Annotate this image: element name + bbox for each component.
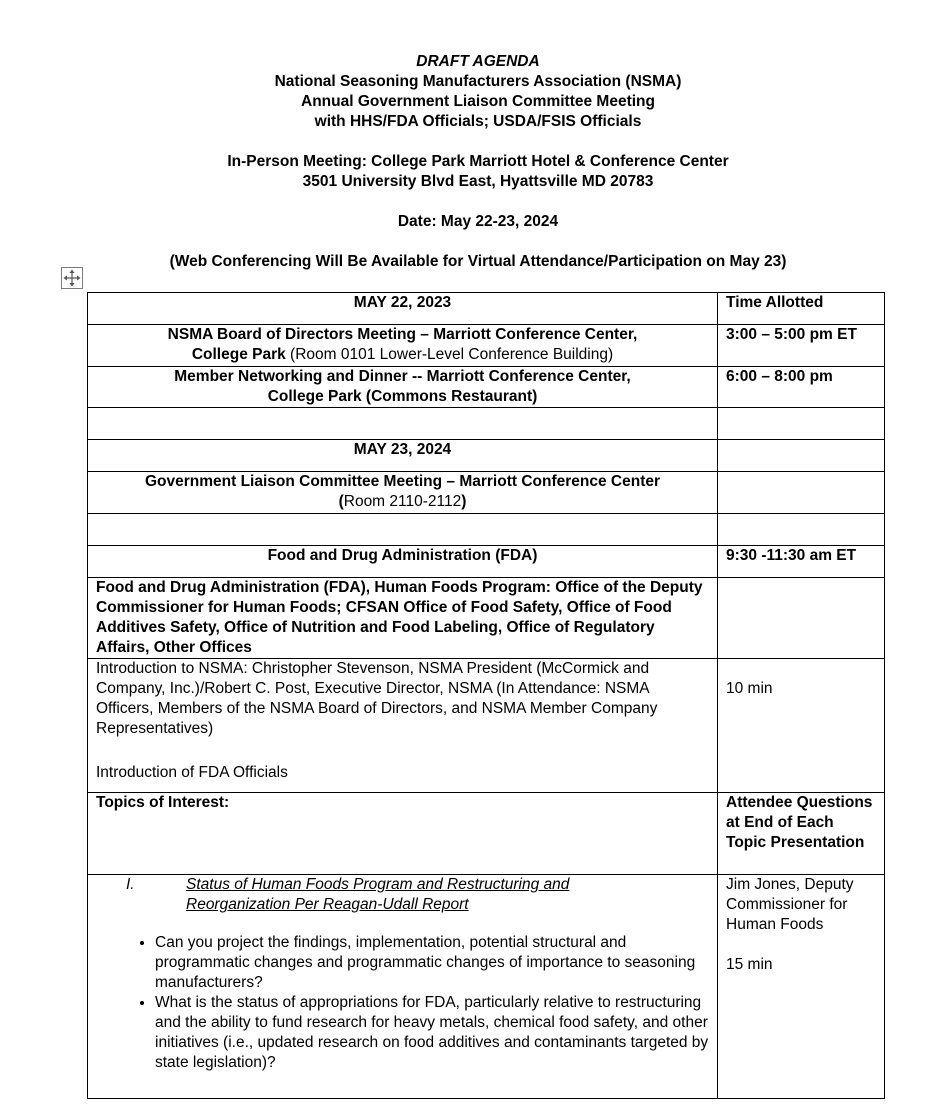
table-row — [88, 578, 885, 659]
fda-section-cell: Food and Drug Administration (FDA) — [88, 546, 718, 578]
topic-1-questions — [96, 933, 709, 1073]
date-line: Date: May 22-23, 2024 — [397, 213, 559, 230]
day1-date-cell: MAY 22, 2023 — [88, 293, 718, 325]
table-row — [88, 325, 885, 367]
association-name: National Seasoning Manufacturers Association (NSMA) — [274, 73, 682, 90]
fda-section-time: 9:30 -11:30 am ET — [718, 546, 885, 578]
topic-1-heading — [96, 875, 709, 915]
topic-1-duration: 15 min — [726, 956, 773, 973]
table-row — [88, 875, 885, 1099]
nsma-introduction: Introduction to NSMA: Christopher Stevenson, NSMA President (McCormick and Company, Inc.)/Robert C. Post, Executive Director, NSMA (In Attendance: NSMA Officers, Members of the NSMA Board of Directors, and NSMA Member Company Representatives) — [96, 660, 658, 737]
empty-cell — [718, 514, 885, 546]
topics-of-interest-label: Topics of Interest: — [88, 793, 718, 875]
board-meeting-time: 3:00 – 5:00 pm ET — [718, 325, 885, 367]
meeting-name: Annual Government Liaison Committee Meeting — [301, 93, 655, 110]
venue-line: In-Person Meeting: College Park Marriott Hotel & Conference Center — [227, 153, 729, 170]
board-meeting-cell: NSMA Board of Directors Meeting – Marriott Conference Center, College Park (Room 0101 Lower-Level Conference Building) — [88, 325, 718, 367]
table-row — [88, 440, 885, 472]
empty-cell — [718, 472, 885, 514]
web-conferencing-note: (Web Conferencing Will Be Available for Virtual Attendance/Participation on May 23) — [169, 253, 787, 270]
table-move-handle-icon[interactable] — [61, 267, 83, 289]
empty-cell — [88, 514, 718, 546]
empty-cell — [718, 408, 885, 440]
topic-number: I. — [126, 876, 135, 893]
time-allotted-header: Time Allotted — [718, 293, 885, 325]
table-row — [88, 408, 885, 440]
table-row — [88, 367, 885, 408]
table-row — [88, 793, 885, 875]
liaison-meeting-cell: Government Liaison Committee Meeting – Marriott Conference Center (Room 2110-2112) — [88, 472, 718, 514]
officials-line: with HHS/FDA Officials; USDA/FSIS Officials — [314, 113, 642, 130]
table-row — [88, 472, 885, 514]
networking-dinner-cell: Member Networking and Dinner -- Marriott Conference Center, College Park (Commons Restaurant) — [88, 367, 718, 408]
table-row — [88, 293, 885, 325]
topic-title: Reorganization Per Reagan-Udall Report — [186, 896, 469, 913]
list-item: • What is the status of appropriations for FDA, particularly relative to restructuring and the ability to fund research for heavy metals, chemical food safety, and other initiatives (i.e., updated research on food additives and contaminants targeted by state legislation)? — [155, 993, 709, 1073]
empty-cell — [718, 578, 885, 659]
networking-dinner-time: 6:00 – 8:00 pm — [718, 367, 885, 408]
attendee-questions-note: Attendee Questions at End of Each Topic Presentation — [718, 793, 885, 875]
table-row — [88, 514, 885, 546]
fda-introduction: Introduction of FDA Officials — [96, 764, 288, 781]
topic-1-speaker-cell — [718, 875, 885, 1099]
empty-cell — [718, 440, 885, 472]
day2-date-cell: MAY 23, 2024 — [88, 440, 718, 472]
fda-offices-cell: Food and Drug Administration (FDA), Human Foods Program: Office of the Deputy Commissioner for Human Foods; CFSAN Office of Food Safety, Office of Food Additives Safety, Office of Nutrition and Food Labeling, Office of Regulatory Affairs, Other Offices — [88, 578, 718, 659]
table-row — [88, 659, 885, 793]
topic-1-cell — [88, 875, 718, 1099]
agenda-table — [87, 292, 885, 1099]
empty-cell — [88, 408, 718, 440]
list-item: • Can you project the findings, implementation, potential structural and programmatic changes and programmatic changes of importance to seasoning manufacturers? — [155, 933, 709, 993]
topic-title: Status of Human Foods Program and Restructuring and — [186, 876, 570, 893]
address-line: 3501 University Blvd East, Hyattsville MD 20783 — [302, 173, 654, 190]
draft-agenda-title: DRAFT AGENDA — [416, 53, 540, 70]
table-row — [88, 546, 885, 578]
introductions-time: 10 min — [718, 659, 885, 793]
introductions-cell — [88, 659, 718, 793]
agenda-header — [0, 52, 942, 272]
topic-1-speaker: Jim Jones, Deputy Commissioner for Human Foods — [726, 876, 854, 933]
